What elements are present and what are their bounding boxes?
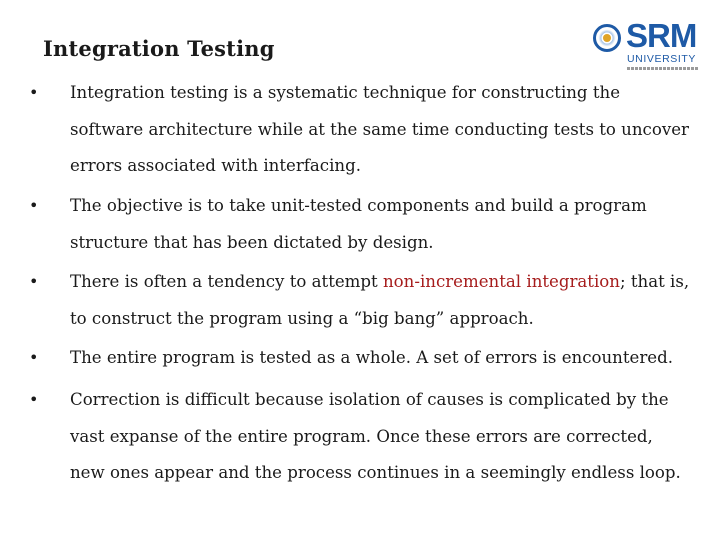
bullet-icon: •: [29, 196, 39, 215]
bullet-icon: •: [29, 272, 39, 291]
bullet-item-3: [70, 264, 690, 337]
bullet-icon: •: [29, 390, 39, 409]
logo-wordmark: SRM: [626, 17, 697, 54]
logo-tagline-mark: [627, 67, 699, 70]
srm-university-logo: [590, 18, 702, 74]
bullet-icon: •: [29, 348, 39, 367]
bullet-item-1: Integration testing is a systematic technique for constructing the software architecture while at the same time conducting tests to uncover errors associated with interfacing.: [70, 83, 689, 175]
bullet-text: There is often a tendency to attempt: [70, 272, 383, 291]
slide-title: Integration Testing: [43, 36, 275, 61]
bullet-item-2: The objective is to take unit-tested components and build a program structure that has been dictated by design.: [70, 196, 647, 252]
bullet-icon: •: [29, 83, 39, 102]
university-seal-icon: [593, 24, 621, 52]
bullet-item-4: The entire program is tested as a whole. A set of errors is encountered.: [70, 348, 673, 367]
bullet-text: ; that is, to construct the program using a “big bang” approach.: [70, 272, 690, 328]
bullet-item-5: Correction is difficult because isolation of causes is complicated by the vast expanse of the entire program. Once these errors are corrected, new ones appear and the process continues in a seemingly endless loop.: [70, 390, 681, 482]
logo-subtitle: UNIVERSITY: [627, 53, 697, 65]
highlighted-term: non-incremental integration: [382, 272, 620, 291]
